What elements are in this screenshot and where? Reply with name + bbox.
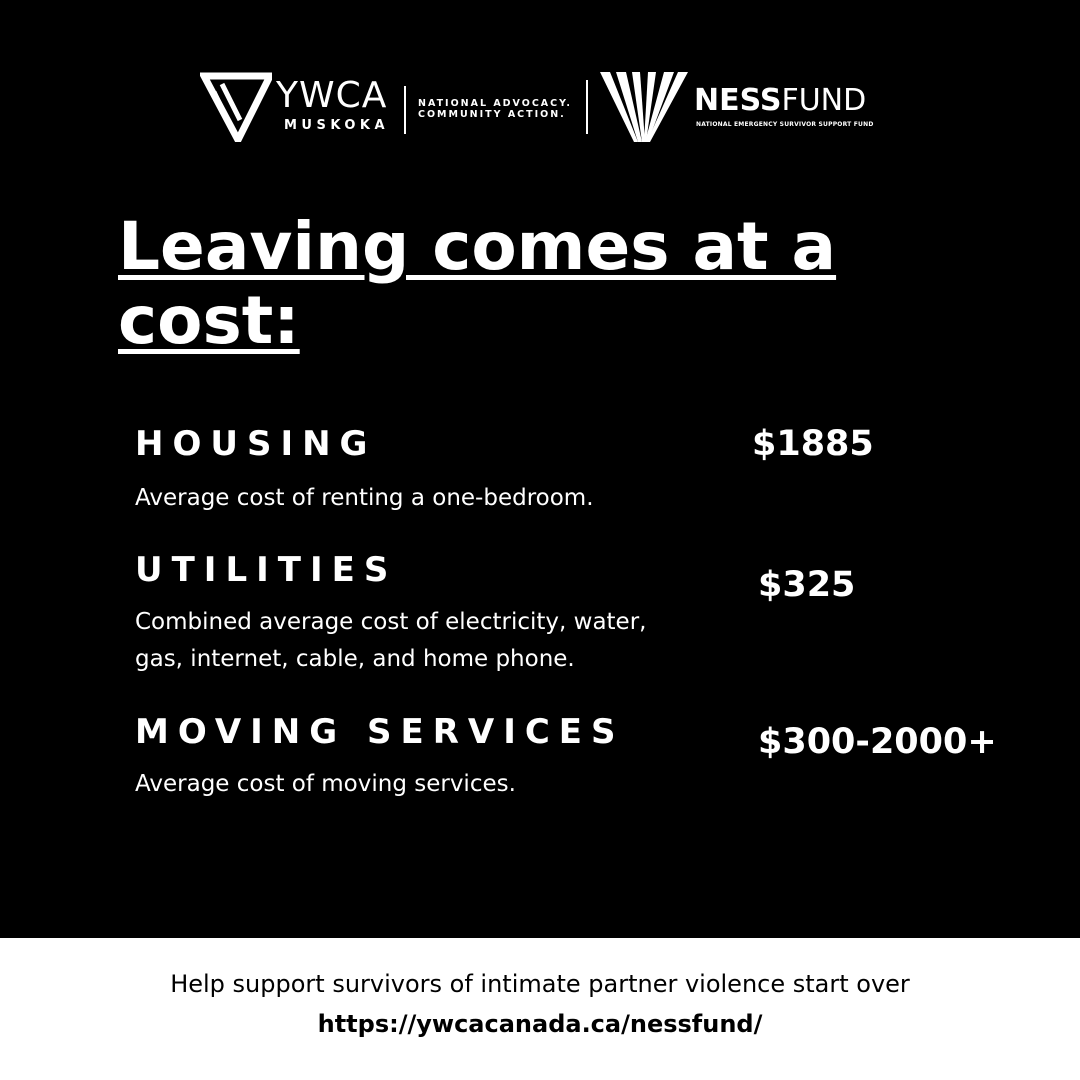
ywca-location: MUSKOKA [284,118,390,133]
ywca-name: YWCA [276,75,388,116]
tagline-line-1: NATIONAL ADVOCACY. [418,98,573,109]
cost-description-housing: Average cost of renting a one-bedroom. [135,485,594,511]
cost-amount-housing: $1885 [752,424,874,464]
nessfund-light: FUND [781,83,867,118]
logo-divider [404,86,406,134]
cost-description-moving: Average cost of moving services. [135,771,516,797]
logo-bar [200,66,900,148]
cost-category-utilities: UTILITIES [135,550,398,590]
cost-description-utilities: Combined average cost of electricity, water, gas, internet, cable, and home phone. [135,609,647,672]
ywca-logo-icon [200,70,272,142]
cost-category-housing: HOUSING [135,424,377,464]
cost-amount-moving: $300-2000+ [758,722,997,762]
footer-banner [0,938,1080,1080]
cost-category-moving: MOVING SERVICES [135,712,625,752]
tagline-line-2: COMMUNITY ACTION. [418,109,566,120]
footer-url-link[interactable]: https://ywcacanada.ca/nessfund/ [317,1010,763,1038]
nessfund-logo-icon [598,68,690,144]
nessfund-bold: NESS [694,83,782,118]
logo-divider [586,80,588,134]
nessfund-name [694,83,867,118]
headline: Leaving comes at a cost: [118,208,837,359]
nessfund-full-name: NATIONAL EMERGENCY SURVIVOR SUPPORT FUND [696,121,874,128]
footer-message: Help support survivors of intimate partner violence start over [170,970,910,998]
tagline [418,98,572,120]
cost-amount-utilities: $325 [758,565,856,605]
